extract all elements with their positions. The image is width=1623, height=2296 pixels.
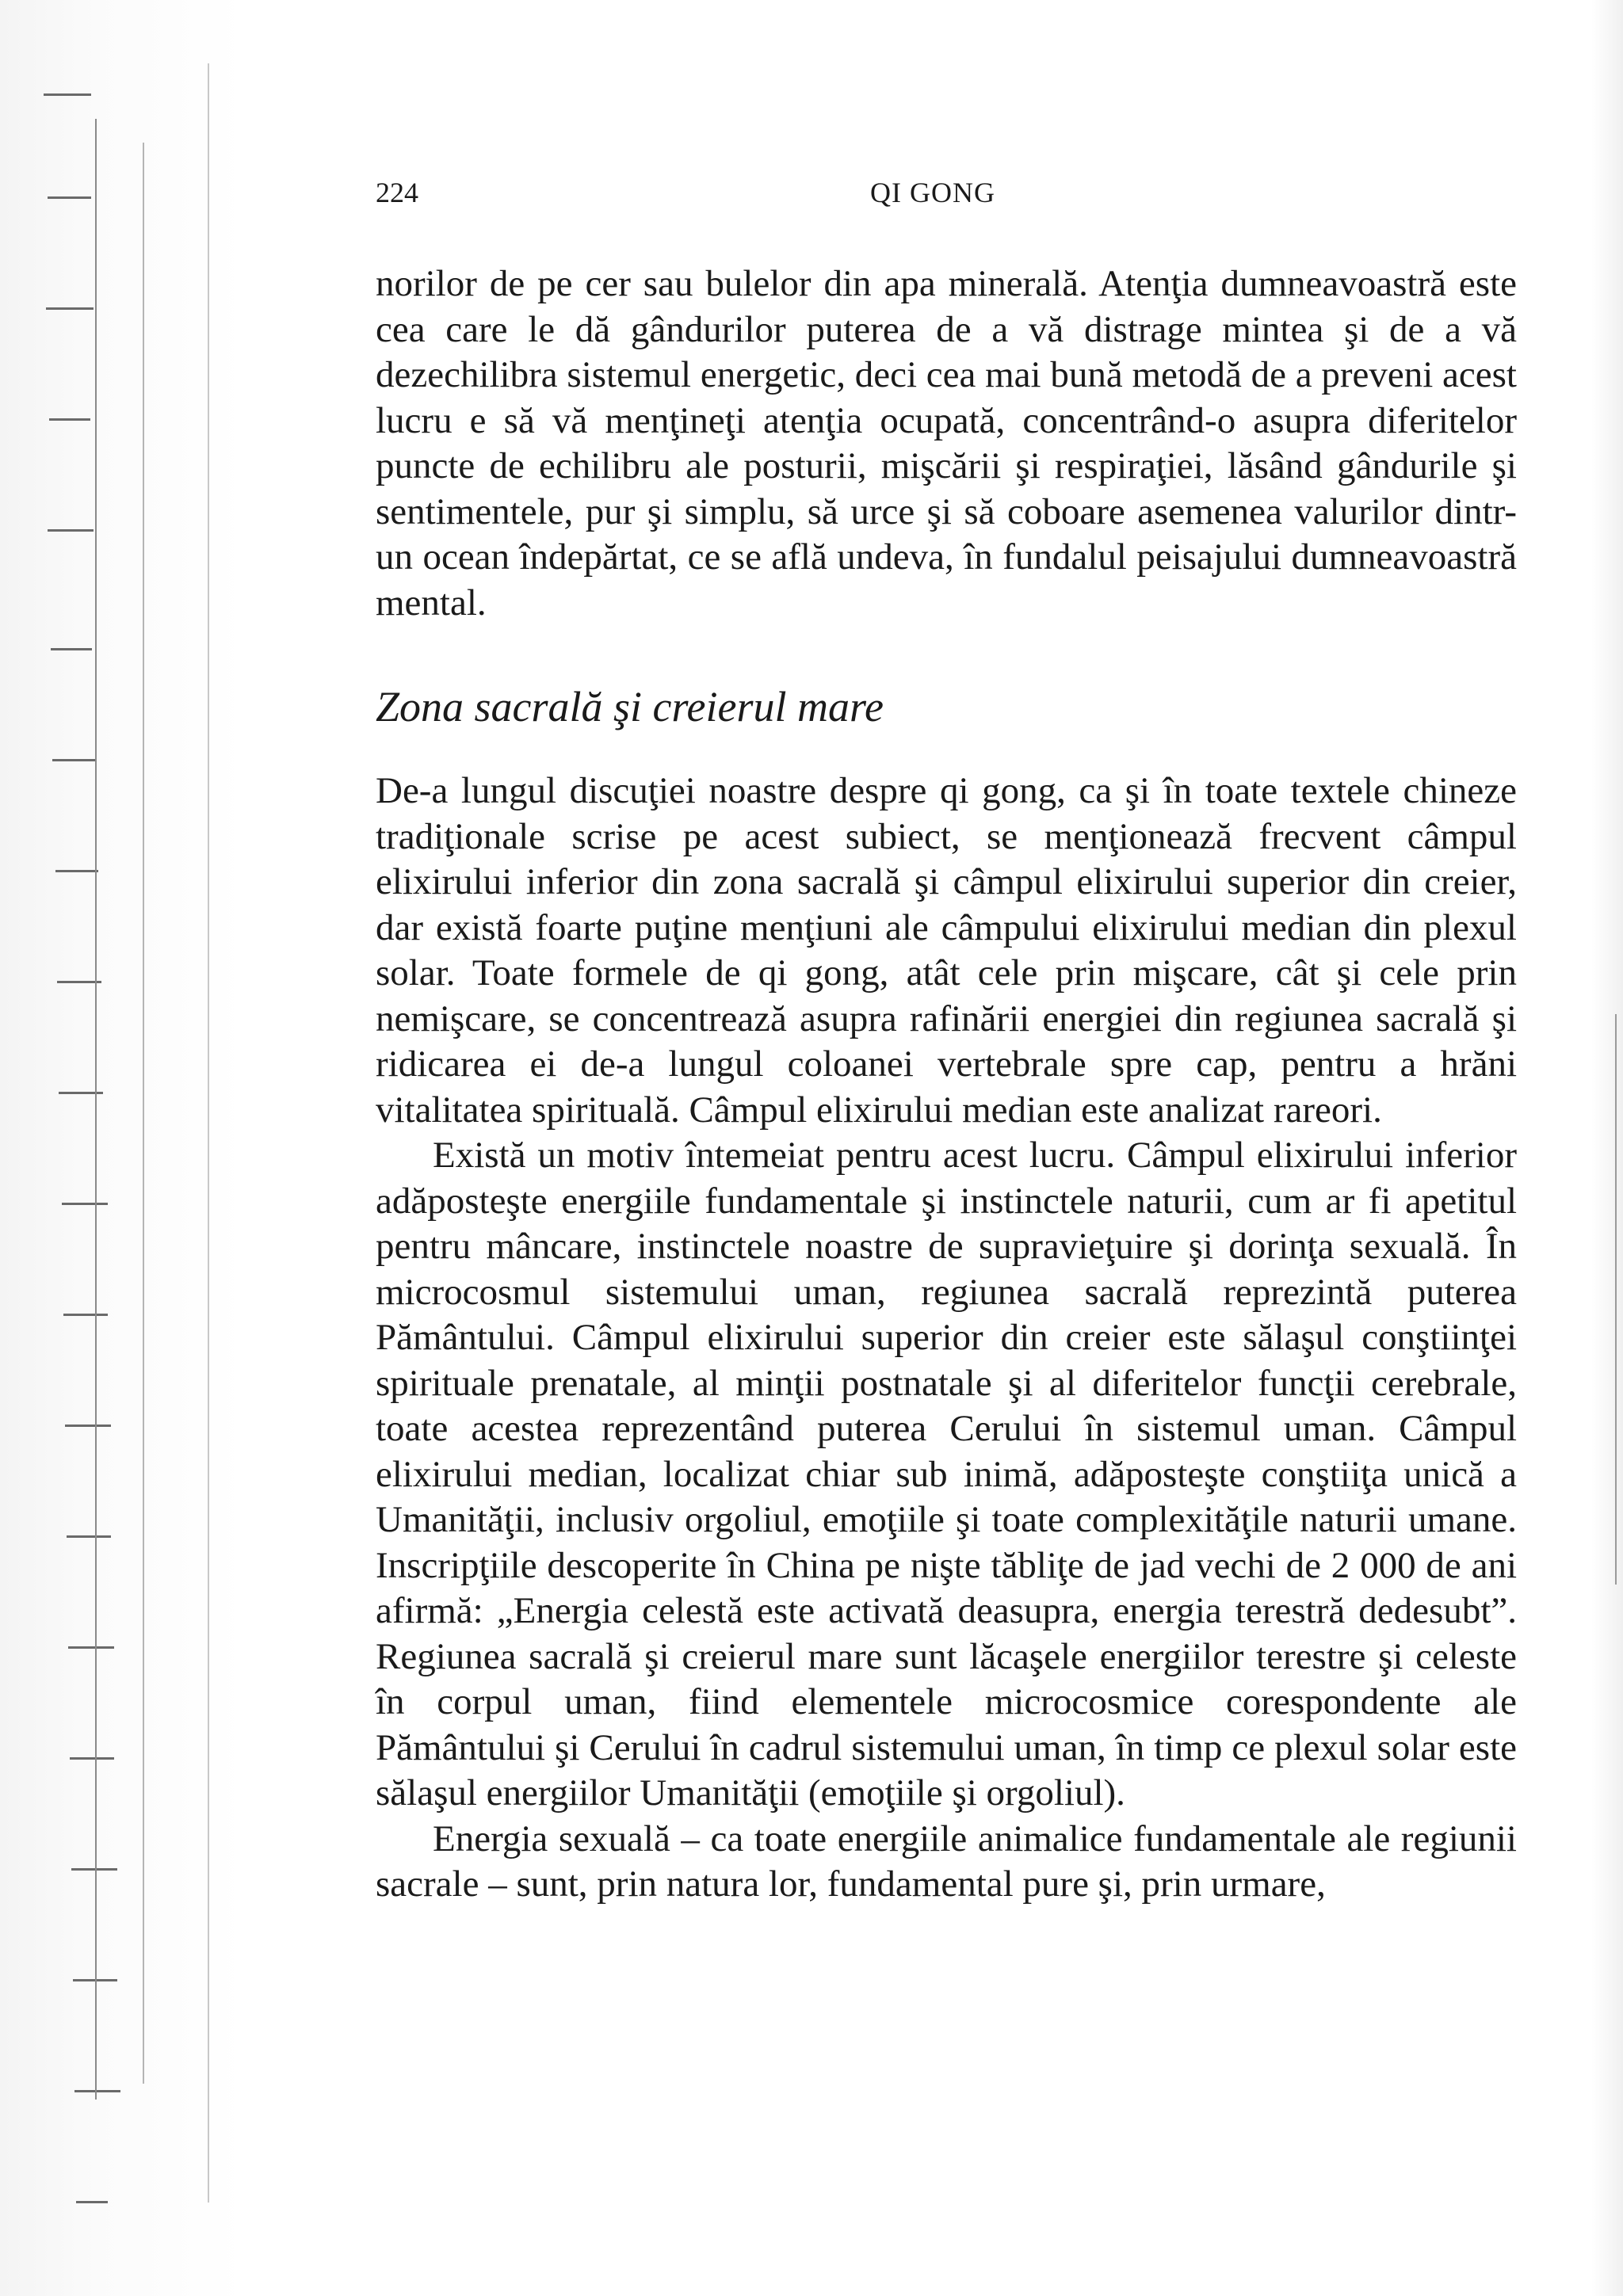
binding-mark [71,1868,117,1871]
body-paragraph: norilor de pe cer sau bulelor din apa minerală. Atenţia dumneavoastră este cea care le dă gândurilor puterea de a vă distrage mintea şi de a vă dezechilibra sistemul energetic, deci cea mai bună metodă de a preveni acest lucru e să vă menţineţi atenţia ocupată, concentrând-o asupra diferitelor puncte de echilibru ale posturii, mişcării şi respiraţiei, lăsând gândurile şi sentimentele, pur şi simplu, să urce şi să coboare asemenea valurilor dintr-un ocean îndepărtat, ce se află undeva, în fundalul peisajului dumneavoastră mental. [376,263,1517,624]
scan-right-edge [1591,0,1623,2296]
binding-mark [51,648,92,650]
binding-mark [74,2090,120,2092]
running-head [376,176,1517,223]
binding-mark [67,1535,111,1538]
binding-mark [44,93,91,96]
scan-binding-edge [0,0,246,2296]
binding-mark [46,307,94,310]
edge-line [1615,1014,1617,1585]
binding-mark [48,529,94,532]
binding-mark [52,759,95,761]
binding-mark [70,1757,114,1760]
binding-mark [63,1314,108,1316]
section-heading: Zona sacrală şi creierul mare [376,683,884,730]
binding-line [208,63,209,2203]
binding-mark [49,418,90,421]
book-page [376,176,1517,1908]
binding-mark [62,1203,108,1205]
page-number: 224 [376,177,418,208]
body-paragraph: Energia sexuală – ca toate energiile animalice fundamentale ale regiunii sacrale – sunt, prin natura lor, fundamental pure şi, prin urmare, [376,1817,1517,1905]
binding-mark [55,870,98,872]
binding-mark [48,196,91,199]
body-paragraph: Există un motiv întemeiat pentru acest lucru. Câmpul elixirului inferior adăposteşte energiile fundamentale şi instinctele naturii, cum ar fi apetitul pentru mâncare, instinctele noastre de supravieţuire şi dorinţa sexuală. În microcosmul sistemului uman, regiunea sacrală reprezintă puterea Pământului. Câmpul elixirului superior din creier este sălaşul conştiinţei spirituale prenatale, al minţii postnatale şi al diferitelor funcţii cerebrale, toate acestea reprezentând puterea Cerului în sistemul uman. Câmpul elixirului median, localizat chiar sub inimă, adăposteşte conştiiţa unică a Umanităţii, inclusiv orgoliul, emoţiile şi toate complexităţile naturii umane. Inscripţiile descoperite în China pe nişte tăbliţe de jad vechi de 2 000 de ani afirmă: „Energia celestă este activată deasupra, energia terestră dedesubt”. Regiunea sacrală şi creierul mare sunt lăcaşele energiilor terestre şi celeste în corpul uman, fiind elementele microcosmice corespondente ale Pământului şi Cerului în cadrul sistemului uman, în timp ce plexul solar este sălaşul energiilor Umanităţii (emoţiile şi orgoliul). [376,1135,1517,1814]
binding-line [95,119,97,2100]
binding-mark [68,1646,114,1649]
binding-mark [65,1425,111,1427]
running-title: QI GONG [870,177,995,208]
binding-line [143,143,144,2084]
body-paragraph: De-a lungul discuţiei noastre despre qi gong, ca şi în toate textele chineze tradiţionale scrise pe acest subiect, se menţionează frecvent câmpul elixirului inferior din zona sacrală şi câmpul elixirului superior din creier, dar există foarte puţine menţiuni ale câmpului elixirului median din plexul solar. Toate formele de qi gong, atât cele prin mişcare, cât şi cele prin nemişcare, se concentrează asupra rafinării energiei din regiunea sacrală şi ridicarea ei de-a lungul coloanei vertebrale spre cap, pentru a hrăni vitalitatea spirituală. Câmpul elixirului median este analizat rareori. [376,770,1517,1131]
binding-mark [76,2201,108,2203]
